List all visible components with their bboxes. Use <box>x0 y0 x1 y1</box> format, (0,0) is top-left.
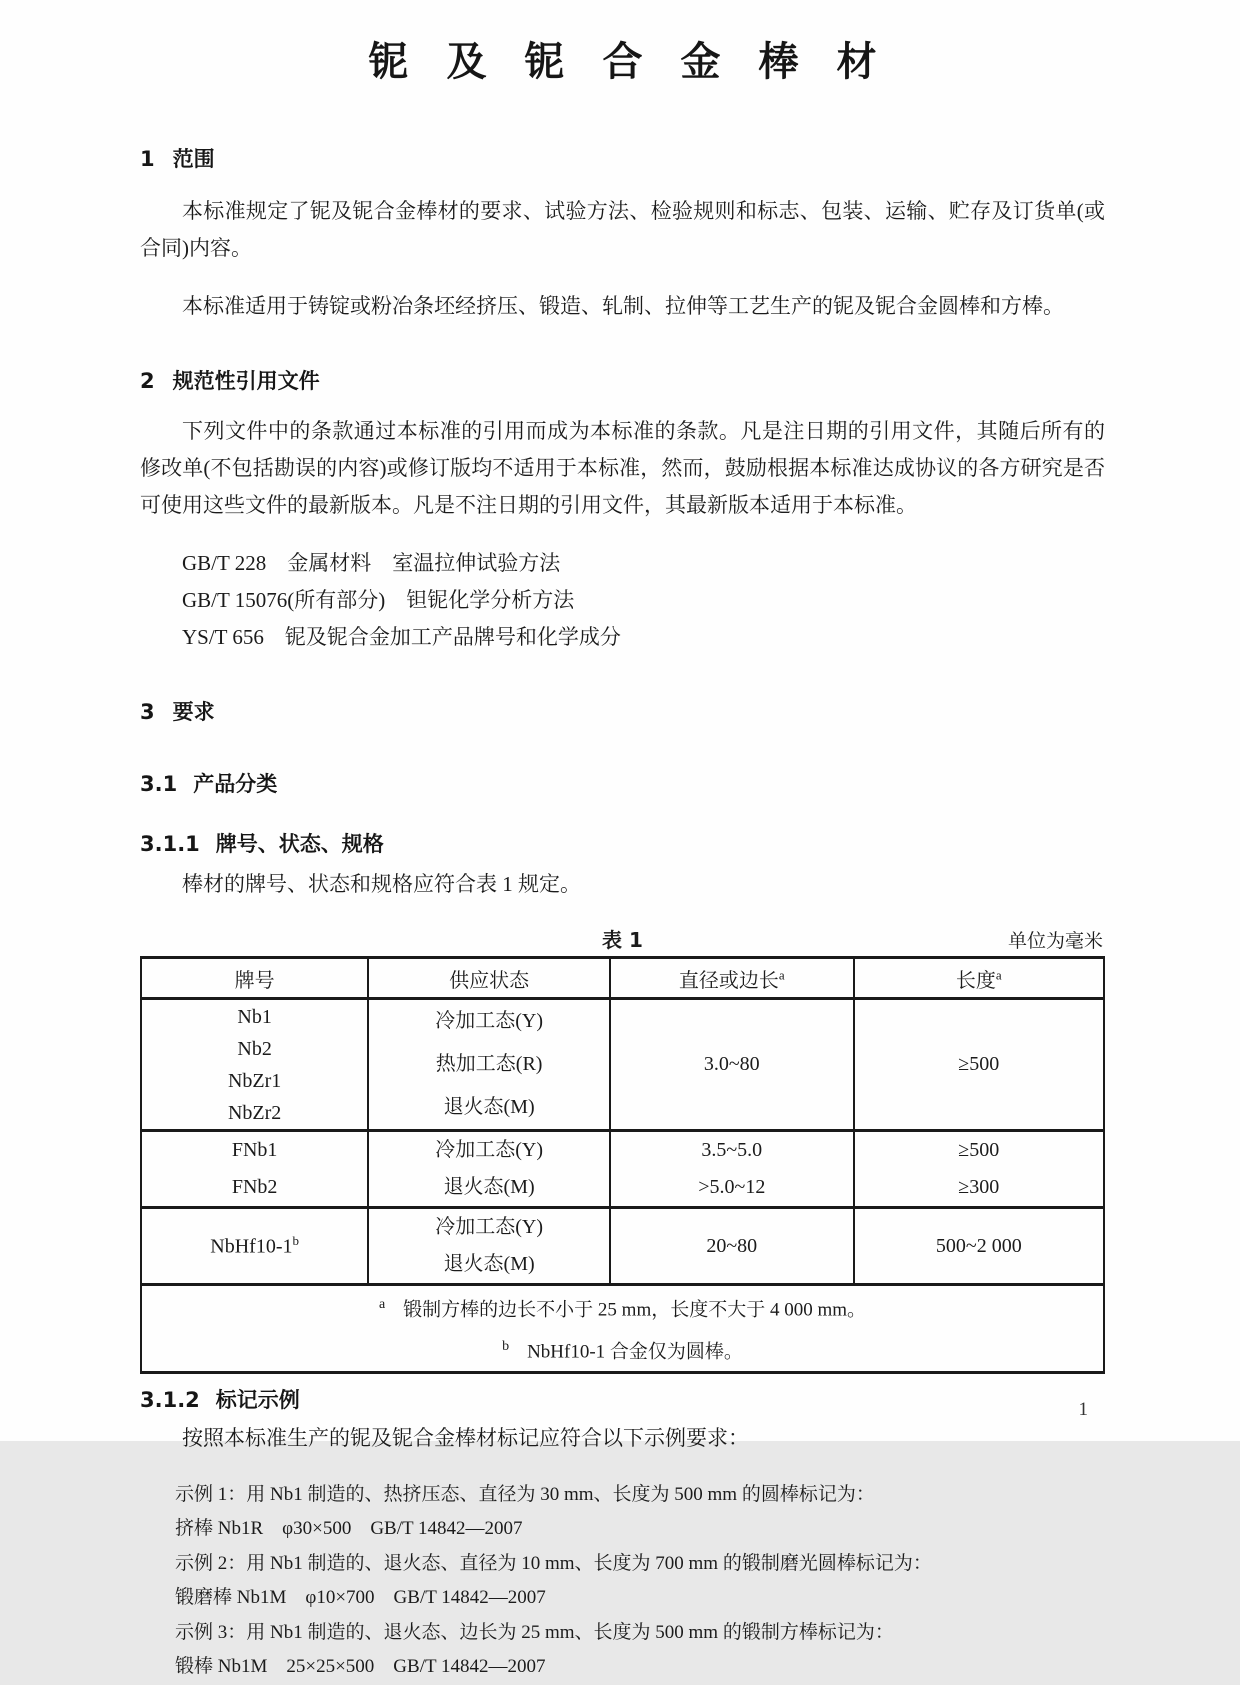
cell-line: 退火态(M) <box>443 1096 535 1118</box>
section-2-title: 规范性引用文件 <box>172 369 320 393</box>
footnote-a-text: 锻制方棒的边长不小于 25 mm，长度不大于 4 000 mm。 <box>403 1299 867 1321</box>
cell-line: Nb2 <box>237 1037 272 1060</box>
section-3-heading <box>140 696 1105 726</box>
cell-line: ≥300 <box>958 1176 1000 1198</box>
cell-line: FNb1 <box>231 1139 278 1161</box>
section-3-1-2-title: 标记示例 <box>215 1387 300 1412</box>
footnote-ref-a: a <box>995 966 1002 982</box>
section-3-1-1-number: 3.1.1 <box>140 832 200 856</box>
scope-paragraph-2: 本标准适用于铸锭或粉冶条坯经挤压、锻造、轧制、拉伸等工艺生产的铌及铌合金圆棒和方棒。 <box>182 294 1064 318</box>
reference-list <box>140 545 1105 656</box>
cell-states <box>368 1131 610 1208</box>
cell-diameters <box>610 1131 854 1208</box>
cell-line: FNb2 <box>231 1176 278 1198</box>
col-header-length-label: 长度 <box>955 969 996 992</box>
grade-label: NbHf10-1 <box>210 1235 293 1258</box>
col-header-length <box>854 958 1104 999</box>
page-content <box>140 0 1105 1685</box>
references-intro: 下列文件中的条款通过本标准的引用而成为本标准的条款。凡是注日期的引用文件，其随后所有的修改单(不包括勘误的内容)或修订版均不适用于本标准，然而，鼓励根据本标准达成协议的各方研究是否可使用这些文件的最新版本。凡是不注日期的引用文件，其最新版本适用于本标准。 <box>140 419 1105 517</box>
scope-paragraph-1: 本标准规定了铌及铌合金棒材的要求、试验方法、检验规则和标志、包装、运输、贮存及订货单(或合同)内容。 <box>140 199 1105 260</box>
example-1-desc: 示例 1：用 Nb1 制造的、热挤压态、直径为 30 mm、长度为 500 mm 的圆棒标记为： <box>175 1483 875 1505</box>
footnote-a <box>142 1286 1103 1328</box>
table-footnotes <box>141 1285 1104 1373</box>
page-number: 1 <box>1078 1399 1088 1420</box>
example-2-desc: 示例 2：用 Nb1 制造的、退火态、直径为 10 mm、长度为 700 mm 的锻制磨光圆棒标记为： <box>175 1552 932 1574</box>
section-3-number: 3 <box>140 700 155 724</box>
document-title: 铌及铌合金棒材 <box>368 39 915 85</box>
col-header-diameter <box>610 958 854 999</box>
cell-line: 冷加工态(Y) <box>435 1010 543 1032</box>
section-1-number: 1 <box>140 147 155 171</box>
section-3-1-title: 产品分类 <box>193 772 278 796</box>
cell-line: NbZr2 <box>227 1101 282 1124</box>
cell-line: >5.0~12 <box>698 1176 766 1198</box>
table-row-nbhf <box>141 1208 1104 1285</box>
cell-length: ≥500 <box>854 999 1104 1131</box>
section-3-1-number: 3.1 <box>140 772 178 796</box>
cell-line: 冷加工态(Y) <box>435 1216 543 1238</box>
section-2-number: 2 <box>140 369 155 393</box>
table-unit-note: 单位为毫米 <box>1007 931 1103 952</box>
col-header-diameter-label: 直径或边长 <box>678 969 779 992</box>
reference-item: GB/T 228 金属材料 室温拉伸试验方法 <box>182 551 561 575</box>
table-caption: 表 1 <box>602 928 643 952</box>
cell-diameter: 3.0~80 <box>610 999 854 1131</box>
section-3-1-heading <box>140 768 1105 798</box>
table-row-nb <box>141 999 1104 1131</box>
cell-line: NbZr1 <box>227 1069 282 1092</box>
cell-grade <box>141 1208 368 1285</box>
cell-line: Nb1 <box>237 1005 272 1028</box>
footnote-ref-b: b <box>292 1233 299 1249</box>
table-caption-row <box>140 924 1105 956</box>
section-1-heading <box>140 143 1105 173</box>
reference-item: YS/T 656 铌及铌合金加工产品牌号和化学成分 <box>182 625 621 649</box>
table-footnote-row <box>141 1285 1104 1373</box>
col-header-state: 供应状态 <box>368 958 610 999</box>
section-3-title: 要求 <box>172 700 215 724</box>
example-2-mark: 锻磨棒 Nb1M φ10×700 GB/T 14842—2007 <box>175 1587 546 1609</box>
cell-line: ≥500 <box>958 1139 1000 1161</box>
cell-line: 冷加工态(Y) <box>435 1139 543 1161</box>
example-3-desc: 示例 3：用 Nb1 制造的、退火态、边长为 25 mm、长度为 500 mm 的锻制方棒标记为： <box>175 1621 894 1643</box>
footnote-ref-a: a <box>778 966 785 982</box>
section-3-1-2-number: 3.1.2 <box>140 1387 200 1412</box>
example-1-mark: 挤棒 Nb1R φ30×500 GB/T 14842—2007 <box>175 1518 523 1540</box>
section-3-1-1-title: 牌号、状态、规格 <box>215 832 384 856</box>
cell-states <box>368 999 610 1131</box>
cell-grades <box>141 1131 368 1208</box>
cell-line: 退火态(M) <box>443 1253 535 1275</box>
section-2-heading <box>140 365 1105 395</box>
col-header-grade: 牌号 <box>141 958 368 999</box>
footnote-b-text: NbHf10-1 合金仅为圆棒。 <box>527 1341 743 1363</box>
footnote-b-marker: b <box>502 1339 510 1355</box>
marking-examples <box>140 1478 1105 1685</box>
marking-section <box>140 1384 1105 1685</box>
cell-line: 退火态(M) <box>443 1176 535 1198</box>
footnote-a-marker: a <box>378 1297 386 1312</box>
cell-length: 500~2 000 <box>854 1208 1104 1285</box>
reference-item: GB/T 15076(所有部分) 钽铌化学分析方法 <box>182 588 575 612</box>
footnote-b <box>142 1328 1103 1370</box>
table-row-fnb <box>141 1131 1104 1208</box>
section-1-title: 范围 <box>172 147 215 171</box>
section-3-1-2-heading <box>140 1384 1105 1414</box>
cell-states <box>368 1208 610 1285</box>
classification-paragraph: 棒材的牌号、状态和规格应符合表 1 规定。 <box>182 872 581 896</box>
cell-lengths <box>854 1131 1104 1208</box>
table-1 <box>140 956 1105 1374</box>
table-header-row <box>141 958 1104 999</box>
cell-diameter: 20~80 <box>610 1208 854 1285</box>
marking-intro: 按照本标准生产的铌及铌合金棒材标记应符合以下示例要求： <box>182 1425 749 1450</box>
cell-line: 热加工态(R) <box>435 1053 543 1075</box>
example-3-mark: 锻棒 Nb1M 25×25×500 GB/T 14842—2007 <box>175 1656 546 1678</box>
section-3-1-1-heading <box>140 828 1105 858</box>
cell-line: 3.5~5.0 <box>701 1139 763 1161</box>
cell-grades <box>141 999 368 1131</box>
